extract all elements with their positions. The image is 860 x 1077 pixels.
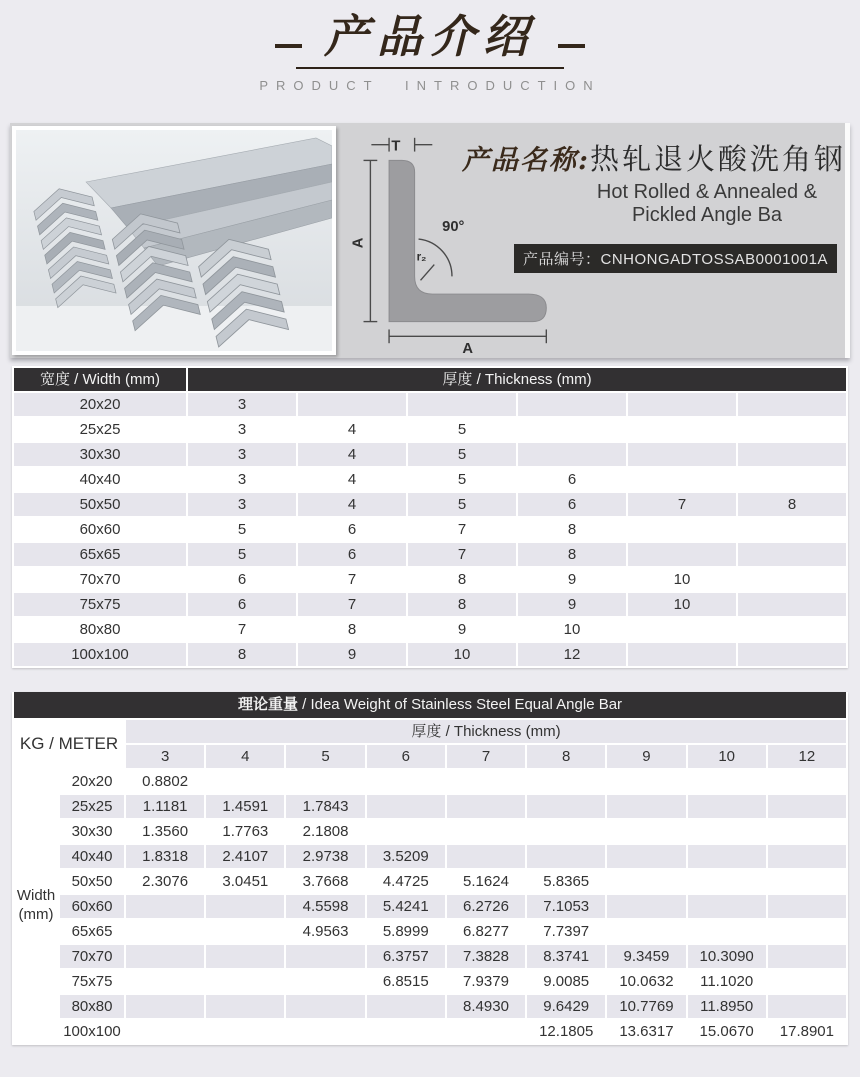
weight-value: 6.8277 (447, 920, 525, 943)
weight-table-unit-label: KG / METER (14, 720, 124, 768)
weight-value (206, 995, 284, 1018)
thickness-value: 9 (518, 568, 626, 591)
weight-value: 4.4725 (367, 870, 445, 893)
weight-value (447, 1020, 525, 1043)
weight-table-panel (12, 692, 848, 1045)
thickness-value (628, 618, 736, 641)
thickness-column-header: 5 (286, 745, 364, 768)
product-photo (12, 126, 336, 355)
thickness-value (628, 443, 736, 466)
title-dash-right (558, 44, 585, 48)
weight-value (607, 820, 685, 843)
weight-value (286, 770, 364, 793)
thickness-value: 8 (738, 493, 846, 516)
size-table-row (14, 643, 846, 666)
weight-value (607, 845, 685, 868)
thickness-value: 6 (188, 568, 296, 591)
weight-table-row (14, 970, 846, 993)
weight-value: 0.8802 (126, 770, 204, 793)
weight-value (768, 945, 846, 968)
thickness-value: 4 (298, 493, 406, 516)
size-table-row (14, 443, 846, 466)
size-label: 65x65 (14, 543, 186, 566)
weight-value (126, 920, 204, 943)
size-table-row (14, 593, 846, 616)
thickness-value: 3 (188, 468, 296, 491)
thickness-value (738, 568, 846, 591)
product-name-value: 热轧退火酸洗角钢 (589, 143, 846, 176)
weight-value: 10.0632 (607, 970, 685, 993)
weight-value (367, 795, 445, 818)
weight-table-row (14, 1020, 846, 1043)
size-label: 40x40 (60, 845, 124, 868)
thickness-value: 12 (518, 643, 626, 666)
weight-table-row (14, 995, 846, 1018)
thickness-value: 6 (518, 468, 626, 491)
title-rule (296, 67, 564, 69)
thickness-value: 5 (408, 418, 516, 441)
page-subtitle: PRODUCT INTRODUCTION (259, 77, 601, 93)
weight-value (206, 1020, 284, 1043)
weight-value: 12.1805 (527, 1020, 605, 1043)
weight-value (688, 770, 766, 793)
weight-value (688, 870, 766, 893)
weight-value (768, 870, 846, 893)
size-label: 80x80 (14, 618, 186, 641)
size-table-row (14, 393, 846, 416)
weight-value: 13.6317 (607, 1020, 685, 1043)
thickness-value: 7 (298, 593, 406, 616)
thickness-value: 8 (188, 643, 296, 666)
weight-table-row (14, 795, 846, 818)
weight-value: 9.3459 (607, 945, 685, 968)
size-label: 50x50 (60, 870, 124, 893)
thickness-value: 10 (628, 593, 736, 616)
weight-value: 4.9563 (286, 920, 364, 943)
weight-table-width-label: Width (mm) (14, 770, 58, 1043)
weight-value (768, 970, 846, 993)
weight-value: 1.1181 (126, 795, 204, 818)
weight-value: 7.3828 (447, 945, 525, 968)
thickness-value: 8 (408, 593, 516, 616)
size-table-row (14, 468, 846, 491)
weight-value: 5.4241 (367, 895, 445, 918)
size-table-row (14, 568, 846, 591)
size-label: 75x75 (60, 970, 124, 993)
size-label: 20x20 (60, 770, 124, 793)
weight-value: 5.8999 (367, 920, 445, 943)
weight-value: 2.3076 (126, 870, 204, 893)
size-table-thickness-header: 厚度 / Thickness (mm) (188, 368, 846, 391)
size-label: 80x80 (60, 995, 124, 1018)
weight-value (367, 820, 445, 843)
size-label: 100x100 (14, 643, 186, 666)
size-label: 60x60 (60, 895, 124, 918)
thickness-value: 5 (408, 468, 516, 491)
weight-value (126, 995, 204, 1018)
weight-value: 9.0085 (527, 970, 605, 993)
weight-value: 5.1624 (447, 870, 525, 893)
weight-value (206, 770, 284, 793)
thickness-value (518, 418, 626, 441)
thickness-value: 7 (188, 618, 296, 641)
title-dash-left (275, 44, 302, 48)
thickness-value (738, 618, 846, 641)
size-label: 70x70 (14, 568, 186, 591)
size-label: 75x75 (14, 593, 186, 616)
weight-value: 7.1053 (527, 895, 605, 918)
weight-value: 4.5598 (286, 895, 364, 918)
weight-value (126, 895, 204, 918)
thickness-column-header: 9 (607, 745, 685, 768)
weight-value (206, 920, 284, 943)
size-label: 40x40 (14, 468, 186, 491)
thickness-value (408, 393, 516, 416)
weight-value (126, 945, 204, 968)
thickness-column-header: 6 (367, 745, 445, 768)
weight-value (447, 845, 525, 868)
thickness-value: 10 (408, 643, 516, 666)
thickness-column-header: 7 (447, 745, 525, 768)
thickness-value: 6 (298, 518, 406, 541)
weight-value (527, 770, 605, 793)
weight-value: 1.7843 (286, 795, 364, 818)
size-label: 25x25 (14, 418, 186, 441)
weight-value: 3.0451 (206, 870, 284, 893)
weight-table (12, 718, 848, 1045)
size-label: 30x30 (60, 820, 124, 843)
thickness-value: 8 (408, 568, 516, 591)
size-table-row (14, 518, 846, 541)
product-name-english-line2: Pickled Angle Ba (631, 204, 783, 227)
weight-value: 17.8901 (768, 1020, 846, 1043)
thickness-value (738, 418, 846, 441)
thickness-value (738, 643, 846, 666)
weight-value: 6.3757 (367, 945, 445, 968)
thickness-value (738, 518, 846, 541)
thickness-value: 5 (408, 443, 516, 466)
weight-value: 9.6429 (527, 995, 605, 1018)
weight-value (527, 845, 605, 868)
size-table-row (14, 618, 846, 641)
weight-table-thickness-header: 厚度 / Thickness (mm) (126, 720, 846, 743)
thickness-value: 8 (518, 518, 626, 541)
product-name-english-line1: Hot Rolled & Annealed & (596, 180, 818, 203)
thickness-value (628, 643, 736, 666)
size-label: 65x65 (60, 920, 124, 943)
weight-value (688, 845, 766, 868)
thickness-value: 9 (518, 593, 626, 616)
size-table-row (14, 418, 846, 441)
weight-value (126, 1020, 204, 1043)
weight-value: 2.1808 (286, 820, 364, 843)
weight-value: 1.8318 (126, 845, 204, 868)
weight-table-row (14, 820, 846, 843)
thickness-value: 9 (298, 643, 406, 666)
weight-value (527, 820, 605, 843)
weight-table-thickness-columns (14, 745, 846, 768)
size-label: 100x100 (60, 1020, 124, 1043)
diagram-angle-label: 90° (442, 218, 465, 235)
weight-value (206, 895, 284, 918)
thickness-value: 3 (188, 393, 296, 416)
weight-value (768, 820, 846, 843)
weight-value: 8.4930 (447, 995, 525, 1018)
thickness-value (628, 543, 736, 566)
weight-value (768, 920, 846, 943)
weight-value (768, 795, 846, 818)
thickness-value: 7 (628, 493, 736, 516)
weight-value: 10.7769 (607, 995, 685, 1018)
size-table-row (14, 543, 846, 566)
weight-value (688, 795, 766, 818)
weight-value (286, 995, 364, 1018)
thickness-column-header: 12 (768, 745, 846, 768)
weight-value: 2.4107 (206, 845, 284, 868)
thickness-value: 3 (188, 443, 296, 466)
product-code-label: 产品编号： (523, 250, 601, 268)
weight-value: 7.7397 (527, 920, 605, 943)
thickness-value: 6 (298, 543, 406, 566)
thickness-value (298, 393, 406, 416)
weight-value (688, 820, 766, 843)
weight-value: 6.8515 (367, 970, 445, 993)
weight-value: 1.7763 (206, 820, 284, 843)
thickness-value (738, 593, 846, 616)
product-code-badge (514, 244, 837, 273)
product-name-english (557, 181, 857, 228)
size-label: 50x50 (14, 493, 186, 516)
weight-value (607, 870, 685, 893)
weight-value: 11.1020 (688, 970, 766, 993)
weight-value (286, 1020, 364, 1043)
product-card (10, 123, 850, 358)
thickness-value: 4 (298, 443, 406, 466)
thickness-value (738, 393, 846, 416)
thickness-column-header: 4 (206, 745, 284, 768)
thickness-value (738, 443, 846, 466)
weight-value (607, 795, 685, 818)
thickness-value: 10 (518, 618, 626, 641)
weight-value (607, 920, 685, 943)
weight-value (768, 845, 846, 868)
size-table-width-header: 宽度 / Width (mm) (14, 368, 186, 391)
size-label: 30x30 (14, 443, 186, 466)
size-table-panel (12, 366, 848, 668)
size-label: 25x25 (60, 795, 124, 818)
weight-table-row (14, 845, 846, 868)
weight-table-title-zh: 理论重量 (237, 695, 298, 713)
thickness-value: 7 (408, 543, 516, 566)
weight-value (286, 970, 364, 993)
size-table-row (14, 493, 846, 516)
weight-value: 2.9738 (286, 845, 364, 868)
thickness-value: 8 (518, 543, 626, 566)
angle-bars-photo-illustration (16, 130, 332, 351)
size-label: 60x60 (14, 518, 186, 541)
product-info (462, 137, 846, 273)
weight-value: 1.3560 (126, 820, 204, 843)
weight-value: 11.8950 (688, 995, 766, 1018)
thickness-value (738, 543, 846, 566)
thickness-value: 5 (408, 493, 516, 516)
weight-table-row (14, 770, 846, 793)
weight-value (607, 895, 685, 918)
size-table-body (14, 393, 846, 666)
thickness-value: 3 (188, 418, 296, 441)
thickness-value (628, 518, 736, 541)
weight-value (768, 995, 846, 1018)
weight-table-row (14, 945, 846, 968)
thickness-value (518, 393, 626, 416)
weight-value (768, 770, 846, 793)
thickness-value: 8 (298, 618, 406, 641)
diagram-radius-label: r₂ (416, 250, 427, 264)
weight-value (206, 945, 284, 968)
thickness-value (628, 418, 736, 441)
weight-value: 15.0670 (688, 1020, 766, 1043)
product-code-value: CNHONGADTOSSAB0001001A (600, 250, 828, 268)
weight-table-row (14, 870, 846, 893)
weight-value (286, 945, 364, 968)
weight-value: 3.5209 (367, 845, 445, 868)
weight-value (447, 770, 525, 793)
thickness-value: 3 (188, 493, 296, 516)
weight-value (607, 770, 685, 793)
thickness-value (738, 468, 846, 491)
product-name-label: 产品名称: (462, 144, 590, 176)
thickness-value: 5 (188, 543, 296, 566)
diagram-side-label-bottom: A (462, 340, 474, 355)
thickness-value: 6 (188, 593, 296, 616)
page-title: 产品介绍 (323, 10, 536, 63)
weight-value: 7.9379 (447, 970, 525, 993)
weight-value (126, 970, 204, 993)
thickness-value: 7 (298, 568, 406, 591)
size-label: 70x70 (60, 945, 124, 968)
weight-value: 5.8365 (527, 870, 605, 893)
size-table (12, 366, 848, 668)
thickness-column-header: 3 (126, 745, 204, 768)
weight-table-title-en: / Idea Weight of Stainless Steel Equal Angle Bar (297, 695, 623, 713)
weight-value (206, 970, 284, 993)
thickness-column-header: 8 (527, 745, 605, 768)
thickness-value (628, 468, 736, 491)
diagram-thickness-label: T (391, 138, 401, 155)
thickness-column-header: 10 (688, 745, 766, 768)
thickness-value: 4 (298, 468, 406, 491)
weight-value: 10.3090 (688, 945, 766, 968)
weight-value (527, 795, 605, 818)
weight-value: 8.3741 (527, 945, 605, 968)
thickness-value: 6 (518, 493, 626, 516)
thickness-value: 7 (408, 518, 516, 541)
weight-value: 6.2726 (447, 895, 525, 918)
weight-value (367, 995, 445, 1018)
thickness-value (518, 443, 626, 466)
page-title-block (0, 0, 860, 93)
weight-value (447, 820, 525, 843)
weight-table-row (14, 895, 846, 918)
weight-table-row (14, 920, 846, 943)
weight-table-body (14, 770, 846, 1043)
weight-value (367, 1020, 445, 1043)
weight-value (367, 770, 445, 793)
weight-table-title (14, 692, 846, 718)
weight-value (688, 920, 766, 943)
size-label: 20x20 (14, 393, 186, 416)
weight-value (688, 895, 766, 918)
thickness-value: 9 (408, 618, 516, 641)
thickness-value (628, 393, 736, 416)
thickness-value: 10 (628, 568, 736, 591)
weight-value (768, 895, 846, 918)
diagram-side-label-left: A (350, 237, 367, 248)
thickness-value: 5 (188, 518, 296, 541)
weight-value: 3.7668 (286, 870, 364, 893)
thickness-value: 4 (298, 418, 406, 441)
weight-value (447, 795, 525, 818)
weight-value: 1.4591 (206, 795, 284, 818)
